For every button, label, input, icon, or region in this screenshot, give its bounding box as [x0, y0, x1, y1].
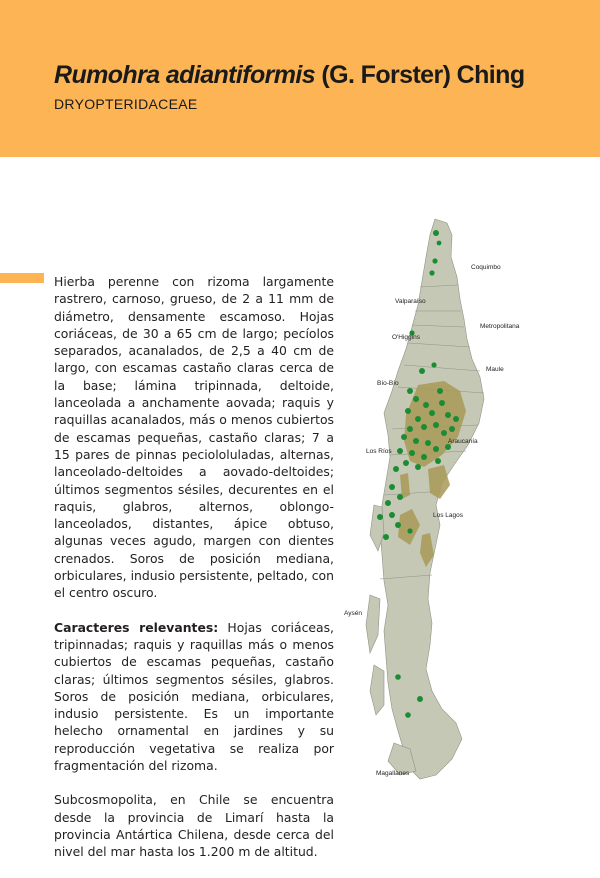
map-label-ohiggins: O'Higgins [392, 334, 420, 341]
map-label-maule: Maule [486, 366, 504, 373]
distribution-map [340, 215, 600, 800]
map-label-biobio: Bío-Bío [377, 380, 399, 387]
species-title [54, 61, 525, 90]
map-label-araucania: Araucanía [448, 438, 478, 445]
map-label-metropolitana: Metropolitana [480, 323, 520, 330]
relevant-paragraph [54, 619, 334, 775]
relevant-text: Hojas coriáceas, tripinnadas; raquis y raquillas más o menos cubiertos de escamas pequeñas, castaño claras; últimos segmentos sésiles, glabros. Soros de posición mediana, orbiculares, indusio persistente. Es un importante helecho ornamental en jardines y su reproducción vegetativa se realiza por fragmentación del rizoma. [54, 619, 334, 774]
relevant-label: Caracteres relevantes: [54, 619, 219, 635]
header-band [0, 0, 600, 157]
map-label-aysen: Aysén [344, 610, 362, 617]
map-label-magallanes: Magallanes [376, 770, 410, 777]
map-label-valparaiso: Valparaíso [395, 298, 426, 305]
description-paragraph: Hierba perenne con rizoma largamente rastrero, carnoso, grueso, de 2 a 11 mm de diámetro, densamente escamoso. Hojas coriáceas, de 30 a 65 cm de largo; pecíolos separados, acanalados, de 2,5 a 40 cm de largo, con escamas castaño claras cerca de la base; lámina tripinnada, deltoide, lanceolada a anchamente aovada; raquis y raquillas acanalados, más o menos cubiertos de escamas pequeñas, castaño claras; 7 a 15 pares de pinnas peciololuladas, alternas, lanceolado-deltoides a aovado-deltoides; últimos segmentos sésiles, decurentes en el raquis, glabros, alternos, oblongo- lanceolados, distantes, ápice obtuso, algunas veces agudo, margen con dientes crenados. Soros de posición mediana, orbiculares, indusio persistente, peltado, con el centro oscuro. [54, 274, 334, 601]
section-marker [0, 273, 44, 283]
family-name: DRYOPTERIDACEAE [54, 96, 198, 112]
species-author: (G. Forster) Ching [321, 61, 525, 89]
species-text [54, 273, 334, 878]
map-label-los-lagos: Los Lagos [433, 512, 463, 519]
map-label-los-rios: Los Ríos [366, 448, 392, 455]
species-name: Rumohra adiantiformis [54, 61, 316, 89]
distribution-paragraph: Subcosmopolita, en Chile se encuentra desde la provincia de Limarí hasta la provincia Antártica Chilena, desde cerca del nivel del mar hasta los 1.200 m de altitud. [54, 792, 334, 860]
map-label-coquimbo: Coquimbo [471, 264, 501, 271]
